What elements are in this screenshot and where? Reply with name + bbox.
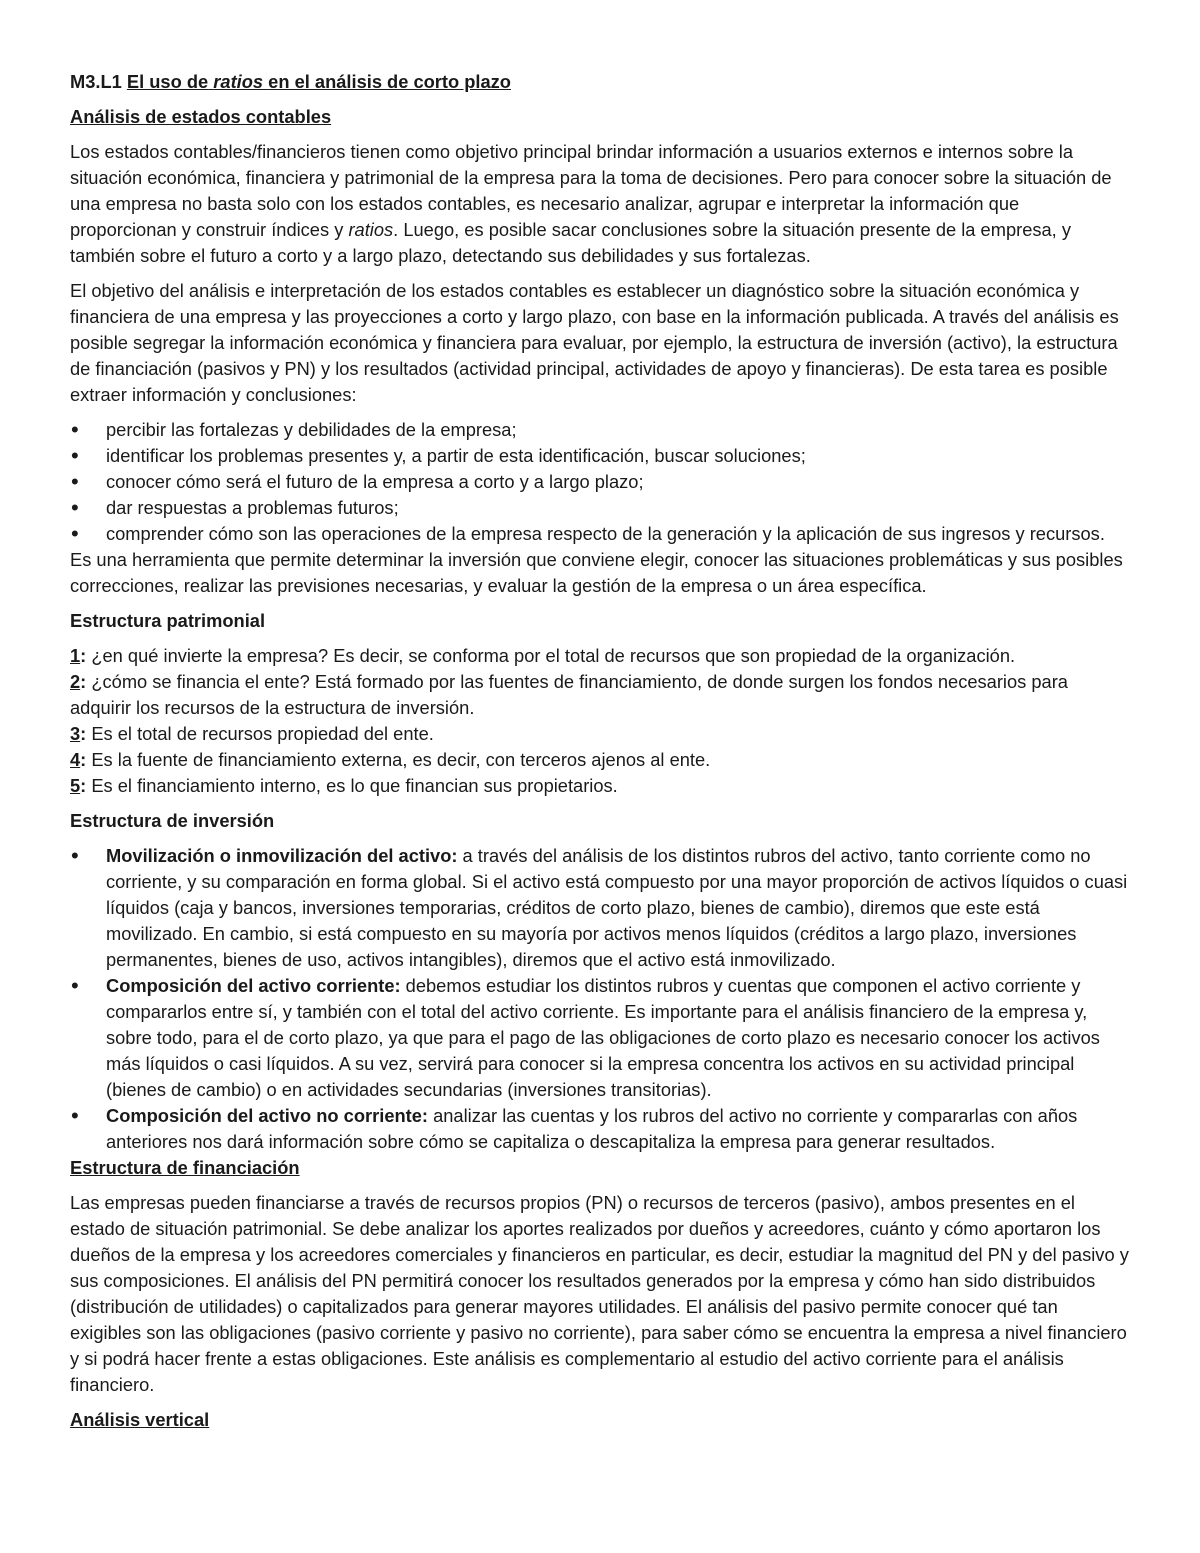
list-item: • identificar los problemas presentes y, a partir de esta identificación, buscar soluciones; [70,443,1130,469]
definition-item: 5: Es el financiamiento interno, es lo que financian sus propietarios. [70,775,618,796]
definition-item: 1: ¿en qué invierte la empresa? Es decir, se conforma por el total de recursos que son propiedad de la organización. [70,645,1016,666]
numbered-definitions [70,643,1130,799]
list-conclusiones [70,417,1130,547]
heading-estructura-patrimonial: Estructura patrimonial [70,610,266,631]
document-title [70,69,1130,95]
title-main: El uso de ratios en el análisis de corto plazo [126,71,511,92]
definition-item: 2: ¿cómo se financia el ente? Está formado por las fuentes de financiamiento, de donde surgen los fondos necesarios para adquirir los recursos de la estructura de inversión. [70,671,1068,718]
title-prefix: M3.L1 [70,71,122,92]
paragraph-objetivo-analisis: El objetivo del análisis e interpretación de los estados contables es establecer un diagnóstico sobre la situación económica y financiera de una empresa y las proyecciones a corto y largo plazo, con base en la información publicada. A través del análisis es posible segregar la información económica y financiera para evaluar, por ejemplo, la estructura de inversión (activo), la estructura de financiación (pasivos y PN) y los resultados (actividad principal, actividades de apoyo y financieras). De esta tarea es posible extraer información y conclusiones: [70,280,1119,405]
definition-item: 4: Es la fuente de financiamiento externa, es decir, con terceros ajenos al ente. [70,749,711,770]
list-item: • Composición del activo corriente: debemos estudiar los distintos rubros y cuentas que componen el activo corriente y compararlos entre sí, y también con el total del activo corriente. Es importante para el análisis financiero de la empresa y, sobre todo, para el de corto plazo, ya que para el pago de las obligaciones de corto plazo es necesario conocer los activos más líquidos o casi líquidos. A su vez, servirá para conocer si la empresa concentra los activos en su actividad principal (bienes de cambio) o en actividades secundarias (inversiones transitorias). [70,973,1130,1103]
definition-item: 3: Es el total de recursos propiedad del ente. [70,723,434,744]
list-item: • dar respuestas a problemas futuros; [70,495,1130,521]
list-estructura-inversion [70,843,1130,1155]
paragraph-herramienta: Es una herramienta que permite determinar la inversión que conviene elegir, conocer las situaciones problemáticas y sus posibles correcciones, realizar las previsiones necesarias, y evaluar la gestión de la empresa o un área específica. [70,549,1123,596]
heading-estructura-inversion: Estructura de inversión [70,810,275,831]
heading-estructura-financiacion: Estructura de financiación [70,1157,300,1178]
heading-analisis-vertical: Análisis vertical [70,1409,210,1430]
list-item: • Movilización o inmovilización del activo: a través del análisis de los distintos rubros del activo, tanto corriente como no corriente, y su comparación en forma global. Si el activo está compuesto por una mayor proporción de activos líquidos o cuasi líquidos (caja y bancos, inversiones temporarias, créditos de corto plazo, bienes de cambio), diremos que este está movilizado. En cambio, si está compuesto en su mayoría por activos menos líquidos (créditos a largo plazo, inversiones permanentes, bienes de uso, activos intangibles), diremos que el activo está inmovilizado. [70,843,1130,973]
paragraph-estados-contables: Los estados contables/financieros tienen como objetivo principal brindar información a usuarios externos e internos sobre la situación económica, financiera y patrimonial de la empresa para la toma de decisiones. Pero para conocer sobre la situación de una empresa no basta solo con los estados contables, es necesario analizar, agrupar e interpretar la información que proporcionan y construir índices y ratios. Luego, es posible sacar conclusiones sobre la situación presente de la empresa, y también sobre el futuro a corto y a largo plazo, detectando sus debilidades y sus fortalezas. [70,141,1112,266]
paragraph-financiacion: Las empresas pueden financiarse a través de recursos propios (PN) o recursos de terceros (pasivo), ambos presentes en el estado de situación patrimonial. Se debe analizar los aportes realizados por dueños y acreedores, cuánto y cómo aportaron los dueños de la empresa y los acreedores comerciales y financieros en particular, es decir, estudiar la magnitud del PN y del pasivo y sus composiciones. El análisis del PN permitirá conocer los resultados generados por la empresa y cómo han sido distribuidos (distribución de utilidades) o capitalizados para generar mayores utilidades. El análisis del pasivo permite conocer qué tan exigibles son las obligaciones (pasivo corriente y pasivo no corriente), para saber cómo se encuentra la empresa a nivel financiero y si podrá hacer frente a estas obligaciones. Este análisis es complementario al estudio del activo corriente para el análisis financiero. [70,1192,1129,1395]
list-item: • Composición del activo no corriente: analizar las cuentas y los rubros del activo no corriente y compararlas con años anteriores nos dará información sobre cómo se capitaliza o descapitaliza la empresa para generar resultados. [70,1103,1130,1155]
list-item: • comprender cómo son las operaciones de la empresa respecto de la generación y la aplicación de sus ingresos y recursos. [70,521,1130,547]
heading-analisis-estados-contables: Análisis de estados contables [70,106,332,127]
list-item: • percibir las fortalezas y debilidades de la empresa; [70,417,1130,443]
list-item: • conocer cómo será el futuro de la empresa a corto y a largo plazo; [70,469,1130,495]
